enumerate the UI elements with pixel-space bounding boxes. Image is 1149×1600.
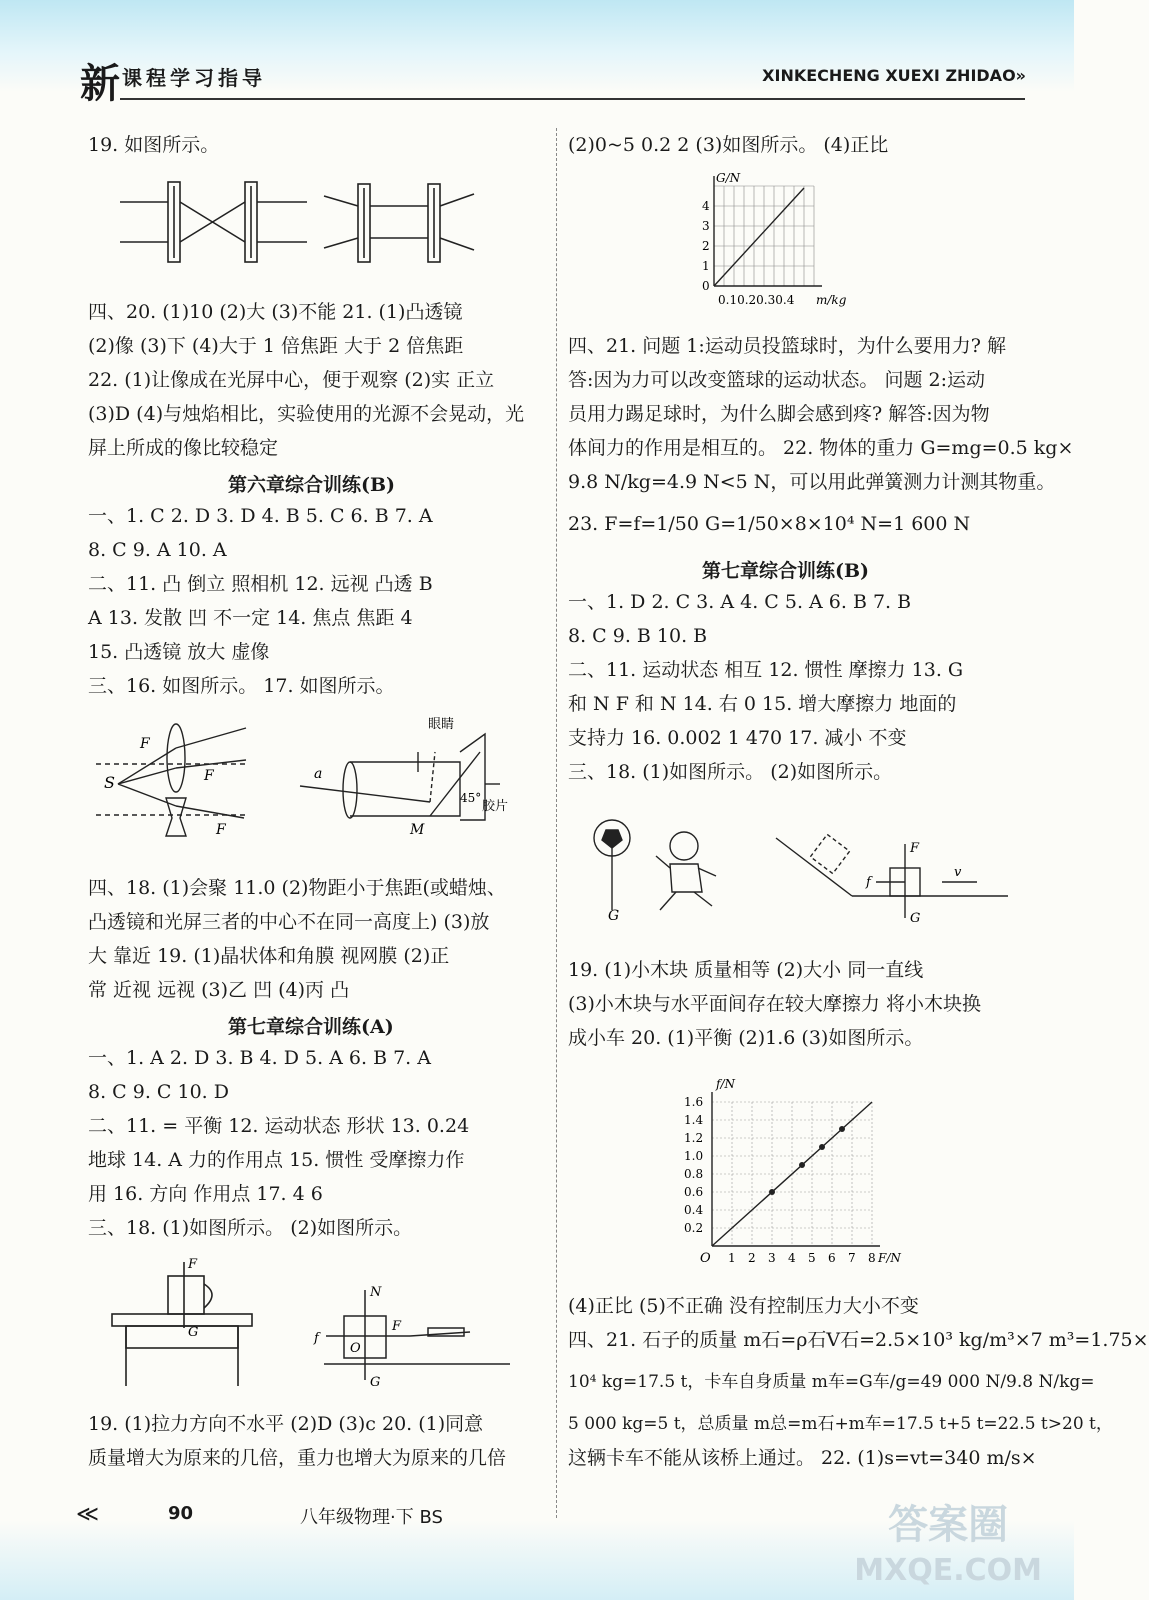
text-line: 二、11. 凸 倒立 照相机 12. 远视 凸透 B — [88, 573, 433, 595]
text-line: 9.8 N/kg=4.9 N<5 N，可以用此弹簧测力计测其物重。 — [568, 471, 1056, 493]
axis-label: F/N — [878, 1251, 901, 1265]
football-diagram — [586, 812, 736, 924]
tick-label: 8 — [868, 1251, 876, 1265]
text-line: 答:因为力可以改变篮球的运动状态。 问题 2:运动 — [568, 369, 985, 391]
tick-label: 1.4 — [684, 1113, 704, 1127]
header-title: 课程学习指导 — [122, 66, 266, 90]
tick-label: 3 — [768, 1251, 776, 1265]
lens-diagram-16 — [96, 718, 256, 838]
tick-label: 4 — [702, 199, 710, 213]
text-line: (3)小木块与水平面间存在较大摩擦力 将小木块换 — [568, 993, 981, 1015]
text-line: 大 靠近 19. (1)晶状体和角膜 视网膜 (2)正 — [88, 945, 450, 967]
tick-label: 0.6 — [684, 1185, 704, 1199]
axis-label: G/N — [716, 171, 741, 185]
fig-label: G — [188, 1325, 199, 1340]
header-logo: 新 — [80, 60, 120, 107]
text-line: 常 近视 远视 (3)乙 凹 (4)丙 凸 — [88, 979, 350, 1001]
header-pinyin: XINKECHENG XUEXI ZHIDAO» — [762, 66, 1026, 85]
graph-f-F — [682, 1072, 902, 1272]
tick-label: 4 — [788, 1251, 796, 1265]
fig-label: G — [608, 908, 620, 924]
section-title: 第七章综合训练(A) — [228, 1016, 394, 1038]
text-line: 和 N F 和 N 14. 右 0 15. 增大摩擦力 地面的 — [568, 693, 957, 715]
fig-label: F — [204, 768, 214, 784]
text-line: 这辆卡车不能从该桥上通过。 22. (1)s=vt=340 m/s× — [568, 1447, 1037, 1469]
text-line: 成小车 20. (1)平衡 (2)1.6 (3)如图所示。 — [568, 1027, 924, 1049]
lens-diagram-19 — [112, 176, 482, 271]
text-line: 8. C 9. C 10. D — [88, 1081, 229, 1103]
text-line: (2)0~5 0.2 2 (3)如图所示。 (4)正比 — [568, 134, 889, 156]
axis-label: f/N — [716, 1077, 735, 1091]
text-line: 体间力的作用是相互的。 22. 物体的重力 G=mg=0.5 kg× — [568, 437, 1074, 459]
fig-label: a — [314, 766, 323, 782]
tick-label: 1 — [728, 1251, 736, 1265]
text-line: 三、18. (1)如图所示。 (2)如图所示。 — [568, 761, 893, 783]
text-line: 10⁴ kg=17.5 t，卡车自身质量 m车=G车/g=49 000 N/9.8 N/kg= — [568, 1372, 1095, 1392]
origin-label: 0 — [702, 279, 710, 293]
camera-diagram-17 — [300, 712, 520, 842]
tick-label: 1.2 — [684, 1131, 704, 1145]
text-line: 屏上所成的像比较稳定 — [88, 437, 279, 459]
fig-label: f — [314, 1331, 319, 1346]
text-line: 凸透镜和光屏三者的中心不在同一高度上) (3)放 — [88, 911, 490, 933]
text-line: 四、20. (1)10 (2)大 (3)不能 21. (1)凸透镜 — [88, 301, 463, 323]
fig-label: f — [866, 875, 871, 890]
text-line: 19. (1)拉力方向不水平 (2)D (3)c 20. (1)同意 — [88, 1413, 484, 1435]
text-line: 一、1. A 2. D 3. B 4. D 5. A 6. B 7. A — [88, 1047, 431, 1069]
tick-label: 0.8 — [684, 1167, 704, 1181]
slope-car-diagram — [772, 830, 1012, 930]
fig-label: S — [104, 773, 115, 792]
back-arrows-icon: ≪ — [76, 1502, 100, 1527]
text-line: 8. C 9. A 10. A — [88, 539, 227, 561]
text-line: 22. (1)让像成在光屏中心，便于观察 (2)实 正立 — [88, 369, 495, 391]
column-divider — [556, 128, 557, 1528]
text-line: 四、21. 问题 1:运动员投篮球时，为什么要用力? 解 — [568, 335, 1007, 357]
header-rule — [120, 98, 1025, 100]
block-force-diagram — [310, 1280, 520, 1390]
text-line: 三、18. (1)如图所示。 (2)如图所示。 — [88, 1217, 413, 1239]
fig-label: F — [392, 1319, 402, 1334]
tick-label: 2 — [702, 239, 710, 253]
text-line: 一、1. D 2. C 3. A 4. C 5. A 6. B 7. B — [568, 591, 912, 613]
fig-label: F — [216, 822, 226, 838]
text-line: 质量增大为原来的几倍，重力也增大为原来的几倍 — [88, 1447, 507, 1469]
graph-g-m — [694, 168, 854, 318]
text-line: 支持力 16. 0.002 1 470 17. 减小 不变 — [568, 727, 907, 749]
text-line: 19. 如图所示。 — [88, 134, 220, 156]
text-line: (4)正比 (5)不正确 没有控制压力大小不变 — [568, 1295, 919, 1317]
fig-label: M — [410, 822, 425, 838]
tick-label: 0.4 — [684, 1203, 704, 1217]
text-line: 四、21. 石子的质量 m石=ρ石V石=2.5×10³ kg/m³×7 m³=1.75× — [568, 1329, 1149, 1351]
text-line: 8. C 9. B 10. B — [568, 625, 708, 647]
fig-label: G — [910, 911, 921, 926]
text-line: (3)D (4)与烛焰相比，实验使用的光源不会晃动，光 — [88, 403, 525, 425]
page-number: 90 — [168, 1503, 194, 1524]
fig-label: N — [370, 1285, 382, 1300]
tick-label: 1.0 — [684, 1149, 704, 1163]
tick-label: 0.10.20.30.4 — [718, 293, 795, 307]
text-line: 员用力踢足球时，为什么脚会感到疼? 解答:因为物 — [568, 403, 990, 425]
fig-label: O — [350, 1341, 361, 1356]
tick-label: 1 — [702, 259, 710, 273]
text-line: A 13. 发散 凹 不一定 14. 焦点 焦距 4 — [88, 607, 413, 629]
fig-label: v — [954, 865, 962, 880]
fig-label: 45° — [460, 791, 482, 805]
fig-label: G — [370, 1375, 381, 1390]
text-line: 二、11. 运动状态 相互 12. 惯性 摩擦力 13. G — [568, 659, 964, 681]
text-line: 5 000 kg=5 t，总质量 m总=m石+m车=17.5 t+5 t=22.5 t>20 t， — [568, 1414, 1113, 1434]
text-line: 二、11. = 平衡 12. 运动状态 形状 13. 0.24 — [88, 1115, 470, 1137]
table-force-diagram — [108, 1258, 258, 1388]
fig-label: F — [188, 1257, 198, 1272]
watermark-logo: 答案圈 MXQE.COM — [854, 1502, 1042, 1588]
text-line: 23. F=f=1/50 G=1/50×8×10⁴ N=1 600 N — [568, 513, 971, 535]
text-line: 用 16. 方向 作用点 17. 4 6 — [88, 1183, 323, 1205]
text-line: 三、16. 如图所示。 17. 如图所示。 — [88, 675, 395, 697]
origin-label: O — [700, 1251, 711, 1266]
section-title: 第七章综合训练(B) — [702, 560, 870, 582]
tick-label: 3 — [702, 219, 710, 233]
tick-label: 2 — [748, 1251, 756, 1265]
section-title: 第六章综合训练(B) — [228, 474, 396, 496]
tick-label: 7 — [848, 1251, 856, 1265]
tick-label: 0.2 — [684, 1221, 704, 1235]
text-line: 一、1. C 2. D 3. D 4. B 5. C 6. B 7. A — [88, 505, 433, 527]
text-line: 地球 14. A 力的作用点 15. 惯性 受摩擦力作 — [88, 1149, 465, 1171]
fig-label: F — [140, 736, 150, 752]
text-line: 19. (1)小木块 质量相等 (2)大小 同一直线 — [568, 959, 924, 981]
text-line: 四、18. (1)会聚 11.0 (2)物距小于焦距(或蜡烛、 — [88, 877, 506, 899]
tick-label: 1.6 — [684, 1095, 704, 1109]
fig-label: F — [910, 841, 920, 856]
axis-label: m/kg — [816, 293, 847, 307]
tick-label: 6 — [828, 1251, 836, 1265]
text-line: (2)像 (3)下 (4)大于 1 倍焦距 大于 2 倍焦距 — [88, 335, 464, 357]
fig-label: 胶片 — [482, 799, 509, 814]
fig-label: 眼睛 — [428, 717, 455, 732]
text-line: 15. 凸透镜 放大 虚像 — [88, 641, 270, 663]
book-title: 八年级物理·下 BS — [300, 1507, 443, 1528]
tick-label: 5 — [808, 1251, 816, 1265]
